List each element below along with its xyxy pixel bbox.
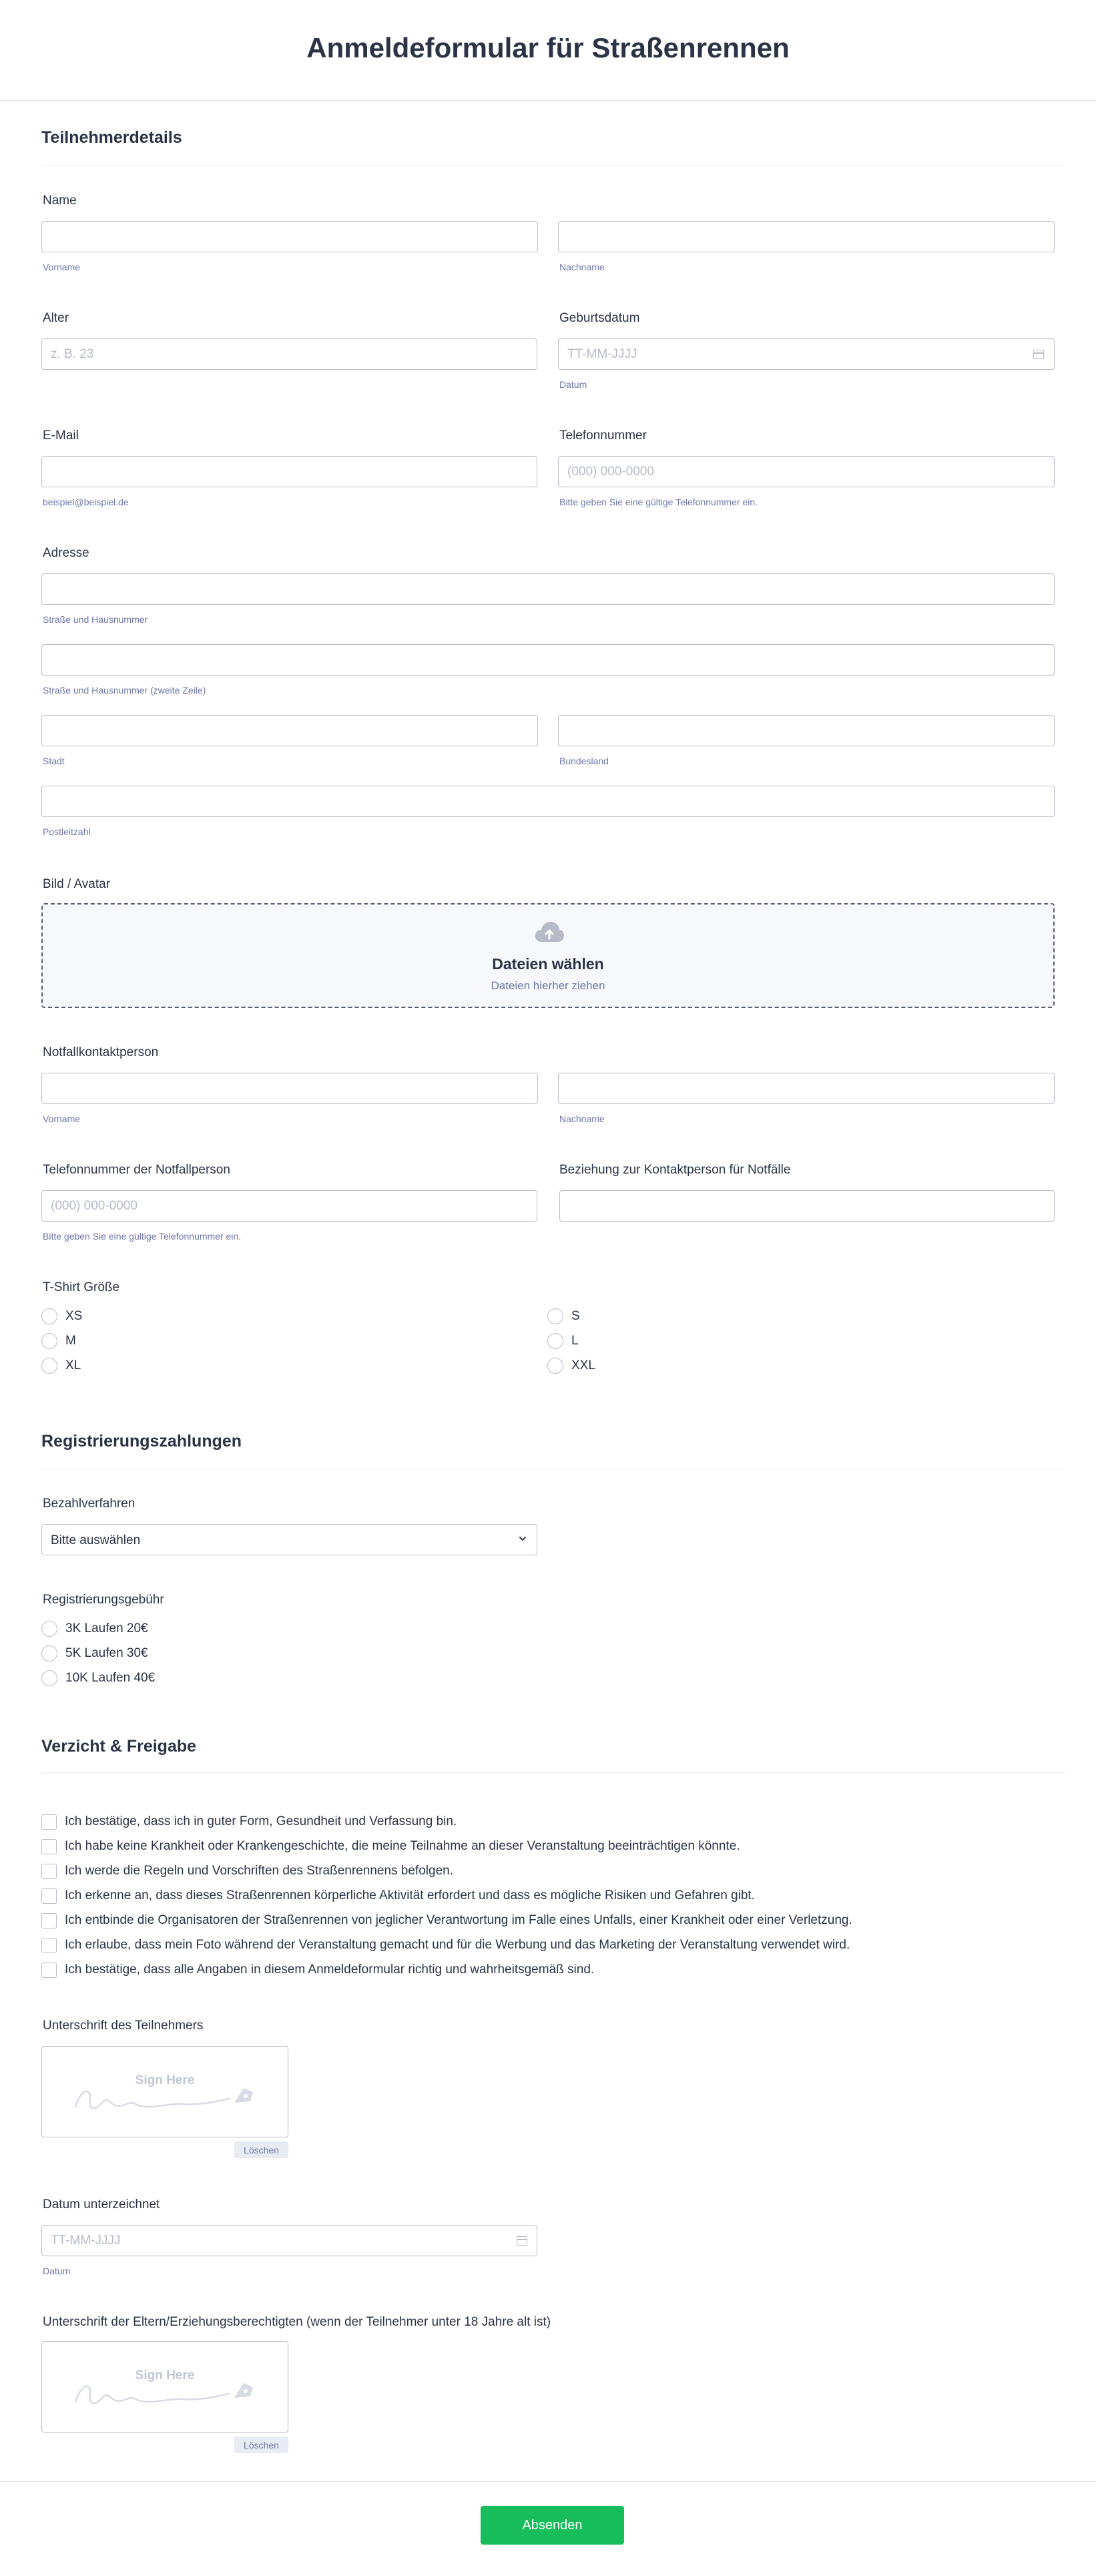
- checkbox[interactable]: [41, 1839, 57, 1854]
- email-label: E-Mail: [43, 429, 79, 443]
- waiver-checkbox-1[interactable]: Ich bestätige, dass ich in guter Form, Gesundheit und Verfassung bin.: [41, 1813, 457, 1830]
- section-divider: [41, 1772, 1065, 1773]
- first-name-sublabel: Vorname: [43, 262, 81, 272]
- signature-label: Unterschrift des Teilnehmers: [43, 2019, 204, 2033]
- submit-button[interactable]: Absenden: [481, 2506, 624, 2545]
- file-upload-dropzone[interactable]: [41, 903, 1055, 1008]
- age-input[interactable]: [41, 338, 537, 370]
- footer-divider: [0, 2481, 1096, 2482]
- birthdate-input[interactable]: [558, 338, 1055, 370]
- waiver-checkbox-4[interactable]: Ich erkenne an, dass dieses Straßenrennen körperliche Aktivität erfordert und dass es mögliche Risiken und Gefahren gibt.: [41, 1887, 755, 1904]
- tshirt-option-xxl[interactable]: XXL: [547, 1357, 595, 1374]
- radio-button[interactable]: [41, 1333, 57, 1349]
- section-title-waiver: Verzicht & Freigabe: [41, 1737, 197, 1756]
- birthdate-sublabel: Datum: [559, 379, 587, 390]
- last-name-sublabel: Nachname: [559, 262, 605, 272]
- waiver-checkbox-6[interactable]: Ich erlaube, dass mein Foto während der Veranstaltung gemacht und für die Werbung und das Marketing der Veranstaltung verwendet wird.: [41, 1937, 850, 1954]
- tshirt-option-s[interactable]: S: [547, 1308, 580, 1325]
- phone-input[interactable]: [558, 456, 1055, 487]
- section-divider: [41, 1468, 1065, 1469]
- email-input[interactable]: [41, 456, 537, 487]
- form-title: Anmeldeformular für Straßenrennen: [306, 32, 790, 63]
- emergency-phone-sublabel: Bitte geben Sie eine gültige Telefonnummer ein.: [43, 1231, 242, 1242]
- signature-pad[interactable]: [41, 2046, 288, 2137]
- payment-method-selected: Bitte auswählen: [51, 1533, 141, 1547]
- state-input[interactable]: [558, 715, 1055, 746]
- zip-input[interactable]: [41, 786, 1055, 817]
- checkbox[interactable]: [41, 1938, 57, 1953]
- radio-button[interactable]: [547, 1358, 563, 1374]
- tshirt-option-l[interactable]: L: [547, 1332, 579, 1350]
- tshirt-option-m[interactable]: M: [41, 1332, 76, 1350]
- emergency-label: Notfallkontaktperson: [43, 1045, 159, 1059]
- emergency-last-name-input[interactable]: [558, 1073, 1055, 1104]
- radio-button[interactable]: [41, 1621, 57, 1637]
- section-title-payment: Registrierungszahlungen: [41, 1432, 242, 1451]
- radio-button[interactable]: [547, 1333, 563, 1349]
- street2-sublabel: Straße und Hausnummer (zweite Zeile): [43, 685, 206, 696]
- city-input[interactable]: [41, 715, 538, 746]
- first-name-input[interactable]: [41, 221, 538, 252]
- fee-label: Registrierungsgebühr: [43, 1593, 164, 1607]
- emergency-first-sublabel: Vorname: [43, 1113, 81, 1124]
- emergency-phone-label: Telefonnummer der Notfallperson: [43, 1163, 230, 1177]
- checkbox[interactable]: [41, 1864, 57, 1879]
- emergency-phone-input[interactable]: [41, 1190, 537, 1222]
- zip-sublabel: Postleitzahl: [43, 826, 91, 837]
- calendar-icon[interactable]: [517, 2235, 527, 2246]
- relationship-input[interactable]: [559, 1190, 1055, 1222]
- waiver-checkbox-2[interactable]: Ich habe keine Krankheit oder Krankengeschichte, die meine Teilnahme an dieser Veranstaltung beeinträchtigen könnte.: [41, 1838, 740, 1855]
- street2-input[interactable]: [41, 644, 1055, 676]
- checkbox[interactable]: [41, 1814, 57, 1830]
- state-sublabel: Bundesland: [559, 756, 609, 766]
- waiver-checkbox-7[interactable]: Ich bestätige, dass alle Angaben in diesem Anmeldeformular richtig und wahrheitsgemäß sind.: [41, 1961, 594, 1979]
- calendar-icon[interactable]: [1033, 348, 1044, 359]
- signature-clear-button[interactable]: Löschen: [234, 2141, 288, 2158]
- radio-button[interactable]: [547, 1308, 563, 1324]
- payment-method-select[interactable]: [41, 1524, 537, 1555]
- sign-here-text: Sign Here: [135, 2368, 195, 2382]
- form-header: [0, 0, 1096, 101]
- date-signed-sublabel: Datum: [43, 2266, 71, 2276]
- age-label: Alter: [43, 311, 69, 325]
- street-input[interactable]: [41, 573, 1055, 605]
- phone-sublabel: Bitte geben Sie eine gültige Telefonnummer ein.: [559, 497, 758, 507]
- parent-signature-pad[interactable]: [41, 2341, 288, 2432]
- name-label: Name: [43, 194, 77, 208]
- payment-method-label: Bezahlverfahren: [43, 1497, 135, 1511]
- address-label: Adresse: [43, 546, 89, 560]
- date-signed-label: Datum unterzeichnet: [43, 2198, 160, 2212]
- checkbox[interactable]: [41, 1963, 57, 1978]
- upload-label: Bild / Avatar: [43, 877, 111, 891]
- last-name-input[interactable]: [558, 221, 1055, 252]
- waiver-checkbox-5[interactable]: Ich entbinde die Organisatoren der Straßenrennen von jeglicher Verantwortung im Falle eines Unfalls, einer Krankheit oder einer Verletzung.: [41, 1912, 852, 1929]
- waiver-checkbox-3[interactable]: Ich werde die Regeln und Vorschriften des Straßenrennens befolgen.: [41, 1862, 453, 1880]
- parent-signature-clear-button[interactable]: Löschen: [234, 2436, 288, 2453]
- chevron-down-icon: [518, 1534, 527, 1543]
- drop-files-hint: Dateien hierher ziehen: [491, 979, 605, 992]
- cloud-upload-icon: [534, 921, 565, 943]
- sign-here-text: Sign Here: [135, 2073, 195, 2087]
- choose-files-button[interactable]: Dateien wählen: [492, 955, 604, 973]
- birthdate-label: Geburtsdatum: [559, 311, 640, 325]
- email-sublabel: beispiel@beispiel.de: [43, 497, 129, 507]
- parent-signature-label: Unterschrift der Eltern/Erziehungsberechtigten (wenn der Teilnehmer unter 18 Jahre alt ist): [43, 2315, 551, 2329]
- date-signed-input[interactable]: [41, 2225, 537, 2256]
- radio-button[interactable]: [41, 1670, 57, 1686]
- fee-option-3k[interactable]: 3K Laufen 20€: [41, 1620, 148, 1637]
- tshirt-option-xl[interactable]: XL: [41, 1357, 81, 1374]
- radio-button[interactable]: [41, 1645, 57, 1661]
- emergency-first-name-input[interactable]: [41, 1073, 538, 1104]
- section-divider: [41, 165, 1065, 166]
- phone-label: Telefonnummer: [559, 429, 647, 443]
- tshirt-option-xs[interactable]: XS: [41, 1308, 82, 1325]
- fee-option-10k[interactable]: 10K Laufen 40€: [41, 1669, 155, 1687]
- tshirt-label: T-Shirt Größe: [43, 1280, 120, 1294]
- street-sublabel: Straße und Hausnummer: [43, 614, 148, 625]
- emergency-last-sublabel: Nachname: [559, 1113, 605, 1124]
- radio-button[interactable]: [41, 1308, 57, 1324]
- checkbox[interactable]: [41, 1888, 57, 1904]
- section-title-participant: Teilnehmerdetails: [41, 128, 182, 147]
- fee-option-5k[interactable]: 5K Laufen 30€: [41, 1645, 148, 1662]
- radio-button[interactable]: [41, 1358, 57, 1374]
- city-sublabel: Stadt: [43, 756, 65, 766]
- checkbox[interactable]: [41, 1913, 57, 1928]
- relationship-label: Beziehung zur Kontaktperson für Notfälle: [559, 1163, 791, 1177]
